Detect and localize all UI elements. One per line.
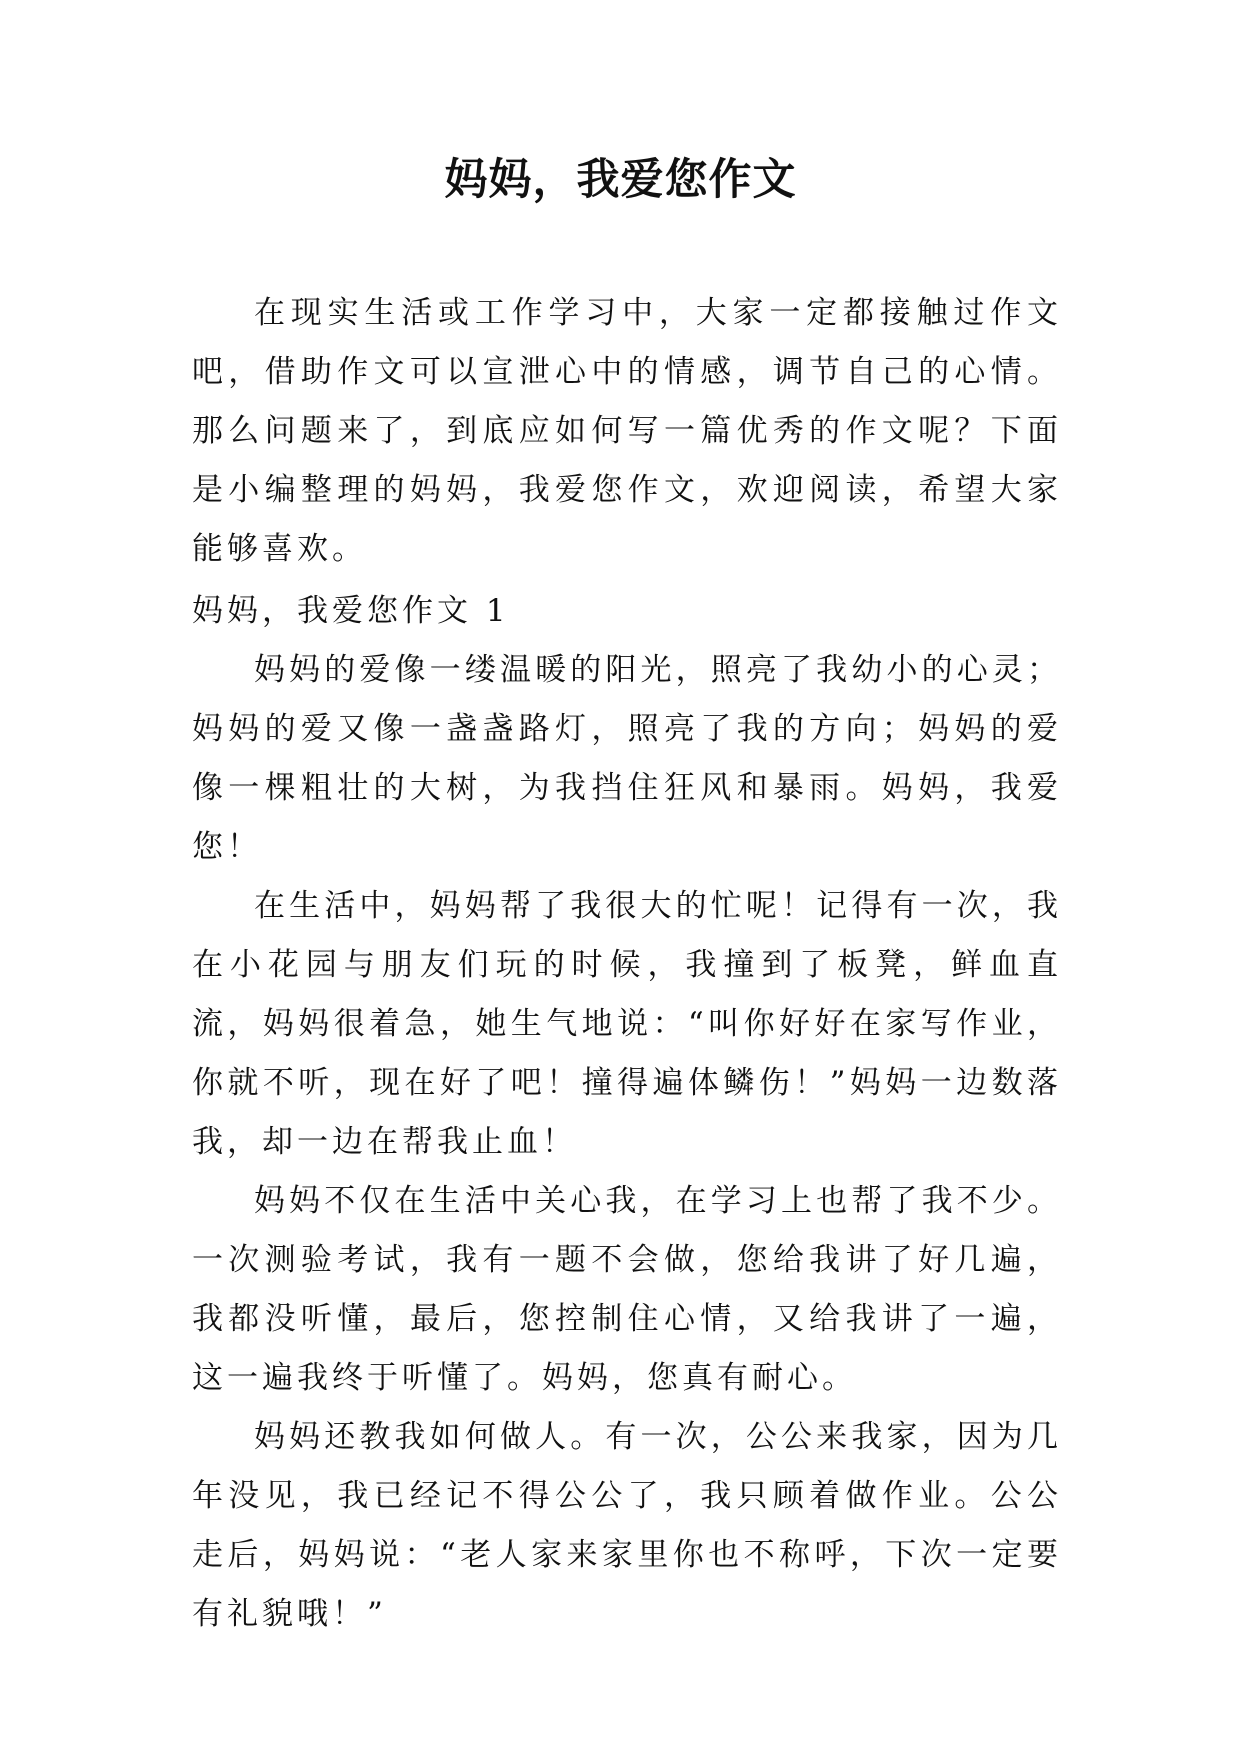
essay-paragraph: 妈妈不仅在生活中关心我，在学习上也帮了我不少。一次测验考试，我有一题不会做，您给我讲了好几遍，我都没听懂，最后，您控制住心情，又给我讲了一遍，这一遍我终于听懂了。妈妈，您真有耐心。 xyxy=(192,1183,1062,1396)
document-title: 妈妈，我爱您作文 xyxy=(444,155,797,205)
intro-block xyxy=(192,284,1062,579)
essay-paragraph: 妈妈的爱像一缕温暖的阳光，照亮了我幼小的心灵；妈妈的爱又像一盏盏路灯，照亮了我的方向；妈妈的爱像一棵粗壮的大树，为我挡住狂风和暴雨。妈妈，我爱您！ xyxy=(192,652,1062,865)
section-heading: 妈妈，我爱您作文 1 xyxy=(192,593,510,629)
essay-paragraph: 妈妈还教我如何做人。有一次，公公来我家，因为几年没见，我已经记不得公公了，我只顾着做作业。公公走后，妈妈说：“老人家来家里你也不称呼，下次一定要有礼貌哦！” xyxy=(192,1419,1062,1632)
intro-paragraph: 在现实生活或工作学习中，大家一定都接触过作文吧，借助作文可以宣泄心中的情感，调节自己的心情。那么问题来了，到底应如何写一篇优秀的作文呢？下面是小编整理的妈妈，我爱您作文，欢迎阅读，希望大家能够喜欢。 xyxy=(192,295,1062,567)
essay-paragraph: 在生活中，妈妈帮了我很大的忙呢！记得有一次，我在小花园与朋友们玩的时候，我撞到了板凳，鲜血直流，妈妈很着急，她生气地说：“叫你好好在家写作业，你就不听，现在好了吧！撞得遍体鳞伤！”妈妈一边数落我，却一边在帮我止血！ xyxy=(192,888,1062,1160)
essay-section xyxy=(192,582,1062,1644)
